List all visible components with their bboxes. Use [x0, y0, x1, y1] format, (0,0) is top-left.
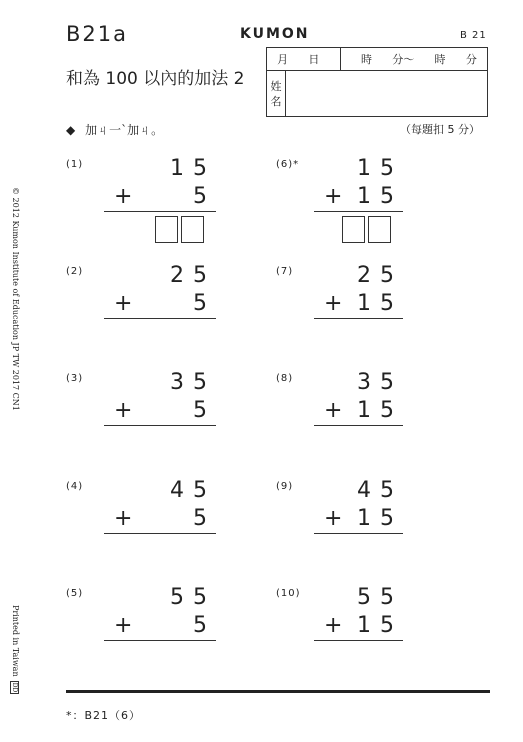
- addend-top: 45: [170, 478, 216, 503]
- problem-2: (2) 25 + 5: [66, 263, 216, 353]
- problem-5: (5) 55 + 5: [66, 585, 216, 675]
- sum-line: [104, 318, 216, 319]
- diamond-bullet-icon: ◆: [66, 123, 76, 137]
- sum-line: [104, 533, 216, 534]
- copyright-text: © 2012 Kumon Institute of Education JP TW 2017 CN1: [11, 187, 20, 411]
- problem-8: (8) 35 + 15: [276, 370, 403, 460]
- addend-bottom: 15: [357, 506, 403, 531]
- plus-sign: +: [324, 613, 343, 638]
- print-code-badge: DD: [11, 682, 18, 693]
- problem-1: (1) 15 + 5: [66, 156, 216, 246]
- answer-box-tens[interactable]: [155, 216, 178, 243]
- addend-top: 35: [170, 370, 216, 395]
- addend-bottom: 15: [357, 398, 403, 423]
- addend-bottom: 5: [193, 184, 216, 209]
- footer-divider: [66, 690, 490, 693]
- addend-top: 55: [170, 585, 216, 610]
- addend-bottom: 5: [193, 506, 216, 531]
- plus-sign: +: [114, 291, 133, 316]
- problem-3: (3) 35 + 5: [66, 370, 216, 460]
- minute-end-label: 分: [465, 53, 477, 66]
- instructions: [66, 121, 163, 138]
- addend-bottom: 5: [193, 291, 216, 316]
- sum-line: [104, 640, 216, 641]
- problem-4: (4) 45 + 5: [66, 478, 216, 568]
- month-label: 月: [277, 53, 289, 66]
- page-code: B 21: [460, 30, 487, 41]
- answer-box-ones[interactable]: [181, 216, 204, 243]
- sum-line: [104, 211, 216, 212]
- plus-sign: +: [324, 291, 343, 316]
- answer-boxes[interactable]: [342, 216, 391, 243]
- hour-start-label: 時: [360, 53, 372, 66]
- sum-line: [314, 425, 403, 426]
- name-label: 姓 名: [267, 71, 286, 117]
- minute-start-label: 分～: [392, 53, 415, 66]
- plus-sign: +: [324, 398, 343, 423]
- plus-sign: +: [114, 613, 133, 638]
- addend-bottom: 15: [357, 291, 403, 316]
- addend-top: 15: [170, 156, 216, 181]
- plus-sign: +: [114, 184, 133, 209]
- hour-end-label: 時: [434, 53, 446, 66]
- date-time-field[interactable]: [267, 48, 488, 71]
- plus-sign: +: [114, 506, 133, 531]
- instruction-text: 加ㄐ一ˋ加ㄐ。: [85, 123, 164, 137]
- addend-bottom: 5: [193, 613, 216, 638]
- footnote: *：B21（6）: [66, 709, 142, 722]
- addend-top: 35: [357, 370, 403, 395]
- addend-bottom: 5: [193, 398, 216, 423]
- worksheet-title: 和為 100 以內的加法 2: [66, 69, 245, 89]
- sum-line: [314, 640, 403, 641]
- addend-top: 15: [357, 156, 403, 181]
- sum-line: [104, 425, 216, 426]
- problem-6: (6)* 15 + 15: [276, 156, 403, 246]
- addend-bottom: 15: [357, 613, 403, 638]
- answer-boxes[interactable]: [155, 216, 204, 243]
- name-field[interactable]: [286, 71, 488, 117]
- points-note: （每題扣 5 分）: [400, 123, 480, 136]
- problem-10: (10) 55 + 15: [276, 585, 403, 675]
- addend-top: 45: [357, 478, 403, 503]
- plus-sign: +: [114, 398, 133, 423]
- problem-9: (9) 45 + 15: [276, 478, 403, 568]
- kumon-logo: KUMON: [240, 26, 310, 42]
- date-name-table: [266, 47, 488, 117]
- day-label: 日: [308, 53, 320, 66]
- problem-7: (7) 25 + 15: [276, 263, 403, 353]
- sum-line: [314, 533, 403, 534]
- addend-bottom: 15: [357, 184, 403, 209]
- addend-top: 25: [357, 263, 403, 288]
- sum-line: [314, 211, 403, 212]
- answer-box-tens[interactable]: [342, 216, 365, 243]
- printed-note: Printed in TaiwanDD: [11, 605, 20, 693]
- plus-sign: +: [324, 506, 343, 531]
- sum-line: [314, 318, 403, 319]
- addend-top: 25: [170, 263, 216, 288]
- plus-sign: +: [324, 184, 343, 209]
- addend-top: 55: [357, 585, 403, 610]
- worksheet-code: B21a: [66, 22, 128, 46]
- answer-box-ones[interactable]: [368, 216, 391, 243]
